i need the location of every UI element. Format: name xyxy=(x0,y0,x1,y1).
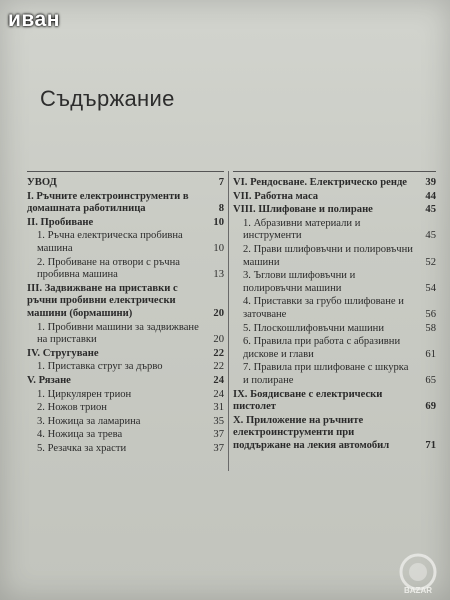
toc-entry-title: 1. Ръчна електрическа пробивна машина xyxy=(37,230,183,254)
toc-entry xyxy=(27,416,224,429)
toc-entry-title: 2. Пробиване на отвори с ръчна пробивна машина xyxy=(37,256,180,281)
toc-entry-title: 1. Приставка струг за дърво xyxy=(37,361,163,373)
toc-entry-page: 71 xyxy=(425,439,436,451)
toc-entry-page: 20 xyxy=(213,334,224,346)
toc-entry-title: 5. Резачка за храсти xyxy=(37,442,127,454)
toc-entry xyxy=(233,218,436,243)
toc-entry-title: V. Рязане xyxy=(27,374,71,386)
page-title: Съдържание xyxy=(40,86,175,111)
toc-entry xyxy=(27,348,224,361)
toc-entry-page: 24 xyxy=(213,374,224,386)
toc-entry-page: 56 xyxy=(425,308,436,320)
toc-entry-page: 22 xyxy=(213,347,224,359)
right-top-rule xyxy=(233,171,436,172)
toc-entry-page: 13 xyxy=(213,269,224,281)
toc-entry-page: 65 xyxy=(425,374,436,386)
toc-entry-page: 7 xyxy=(218,177,224,188)
toc-entry-page: 61 xyxy=(425,348,436,360)
toc-entry-page: 37 xyxy=(213,429,224,441)
toc-entry-title: 5. Плоскошлифовъчни машини xyxy=(243,322,385,334)
toc-entry-title: 3. Ъглови шлифовъчни и полировъчни машини xyxy=(243,270,356,294)
toc-entry xyxy=(233,244,436,269)
watermark-text: иван xyxy=(8,8,60,31)
toc-entry xyxy=(233,389,436,414)
toc-entry-title: I. Ръчните електроинструменти в домашната работилница xyxy=(27,190,189,215)
column-divider xyxy=(228,171,229,471)
toc-entry xyxy=(27,283,224,321)
toc-entry xyxy=(233,270,436,295)
toc-entry xyxy=(27,429,224,442)
toc-entry-page: 39 xyxy=(425,177,436,188)
toc-entry-page: 44 xyxy=(425,190,436,202)
toc-entry-title: X. Приложение на ръчните електроинструменти при поддържане на лекия автомобил xyxy=(233,414,390,451)
toc-entry-title: 7. Правила при шлифоване с шкурка и полиране xyxy=(243,362,409,386)
toc-entry-page: 54 xyxy=(425,282,436,294)
logo-text: BAZAR xyxy=(404,586,432,595)
toc-entry-page: 31 xyxy=(213,402,224,414)
toc-entry xyxy=(27,389,224,402)
toc-entry-title: УВОД xyxy=(27,177,57,188)
toc-entry-page: 8 xyxy=(218,203,224,215)
toc-entry-title: IX. Боядисване с електрически пистолет xyxy=(233,388,383,413)
toc-entry xyxy=(233,191,436,204)
toc-entry xyxy=(233,323,436,336)
toc-entry-title: 1. Пробивни машини за задвижване на приставки xyxy=(37,321,199,346)
toc-left-column xyxy=(27,177,224,456)
toc-entry-page: 45 xyxy=(425,230,436,242)
toc-entry-page: 37 xyxy=(213,442,224,454)
toc-entry xyxy=(27,177,224,190)
toc-entry xyxy=(27,361,224,374)
toc-entry-page: 10 xyxy=(213,216,224,228)
toc-entry-title: 2. Ножов трион xyxy=(37,402,107,414)
toc-entry-title: IV. Стругуване xyxy=(27,347,99,359)
toc-entry-page: 24 xyxy=(213,388,224,400)
toc-entry-title: III. Задвижване на приставки с ръчни пробивни електрически машини (бормашини) xyxy=(27,282,178,319)
toc-entry-page: 69 xyxy=(425,401,436,413)
toc-entry-page: 58 xyxy=(425,322,436,334)
toc-entry-page: 35 xyxy=(213,415,224,427)
toc-entry-title: VIII. Шлифоване и полиране xyxy=(233,204,373,216)
toc-entry-title: 6. Правила при работа с абразивни дискове и глави xyxy=(243,336,401,360)
toc-entry xyxy=(27,322,224,347)
toc-entry xyxy=(233,177,436,190)
toc-entry-page: 10 xyxy=(213,242,224,254)
toc-entry-title: 1. Циркулярен трион xyxy=(37,388,132,400)
toc-entry-title: 4. Приставки за грубо шлифоване и заточване xyxy=(243,296,404,320)
toc-entry-page: 45 xyxy=(425,204,436,216)
toc-entry xyxy=(27,402,224,415)
toc-entry-page: 52 xyxy=(425,256,436,268)
toc-entry xyxy=(233,336,436,361)
left-top-rule xyxy=(27,171,224,172)
toc-entry-title: II. Пробиване xyxy=(27,216,94,228)
toc-entry xyxy=(27,230,224,255)
toc-entry-page: 22 xyxy=(213,361,224,373)
toc-entry xyxy=(233,204,436,217)
toc-entry-title: 1. Абразивни материали и инструменти xyxy=(243,217,361,242)
toc-entry-title: 3. Ножица за ламарина xyxy=(37,415,141,427)
toc-entry-title: 2. Прави шлифовъчни и полировъчни машини xyxy=(243,243,413,268)
toc-entry xyxy=(27,191,224,216)
toc-entry-title: 4. Ножица за трева xyxy=(37,429,123,441)
toc-entry-page: 20 xyxy=(213,307,224,319)
toc-entry xyxy=(233,296,436,321)
toc-entry xyxy=(27,257,224,282)
toc-entry xyxy=(27,443,224,456)
toc-entry xyxy=(27,217,224,230)
toc-entry-title: VI. Рендосване. Електрическо ренде xyxy=(233,177,408,188)
toc-right-column xyxy=(233,177,436,453)
toc-entry xyxy=(233,415,436,453)
toc-entry-title: VII. Работна маса xyxy=(233,190,319,202)
toc-entry xyxy=(233,362,436,387)
toc-entry xyxy=(27,375,224,388)
bazar-logo-icon xyxy=(392,552,444,596)
